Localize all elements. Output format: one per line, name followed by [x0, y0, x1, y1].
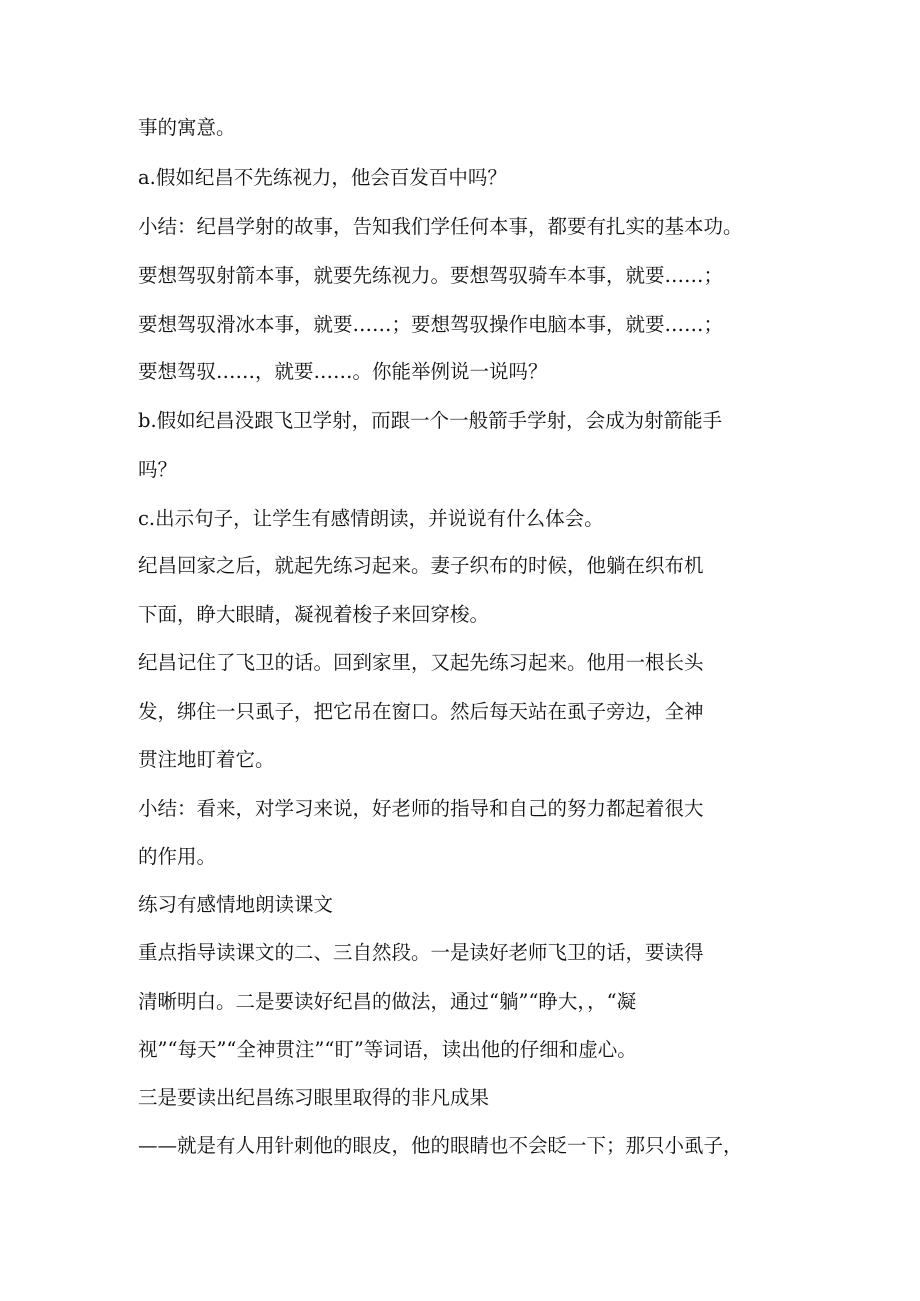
text-line: 下面，睁大眼睛，凝视着梭子来回穿梭。	[138, 603, 490, 626]
text-line: c.出示句子，让学生有感情朗读，并说说有什么体会。	[138, 507, 604, 530]
text-line: 重点指导读课文的二、三自然段。一是读好老师飞卫的话，要读得	[138, 941, 704, 964]
text-line: 事的寓意。	[138, 116, 236, 139]
text-line: 要想驾驭滑冰本事，就要……；要想驾驭操作电脑本事，就要……；	[138, 313, 724, 336]
text-line: b.假如纪昌没跟飞卫学射，而跟一个一般箭手学射，会成为射箭能手	[138, 409, 723, 432]
text-line: 要想驾驭……，就要……。你能举例说一说吗？	[138, 360, 548, 383]
text-line: 贯注地盯着它。	[138, 748, 275, 771]
text-line: a.假如纪昌不先练视力，他会百发百中吗？	[138, 166, 507, 189]
text-line: 要想驾驭射箭本事，就要先练视力。要想驾驭骑车本事，就要……；	[138, 264, 724, 287]
text-line: 纪昌回家之后，就起先练习起来。妻子织布的时候，他躺在织布机	[138, 554, 704, 577]
text-line: ——就是有人用针刺他的眼皮，他的眼睛也不会眨一下；那只小虱子，	[138, 1134, 743, 1157]
text-line: 清晰明白。二是要读好纪昌的做法，通过“躺”“睁大，，“凝	[138, 990, 637, 1013]
text-line: 三是要读出纪昌练习眼里取得的非凡成果	[138, 1086, 490, 1109]
text-line: 小结：看来，对学习来说，好老师的指导和自己的努力都起着很大	[138, 797, 704, 820]
text-line: 练习有感情地朗读课文	[138, 893, 334, 916]
text-line: 的作用。	[138, 845, 217, 868]
text-line: 小结：纪昌学射的故事，告知我们学任何本事，都要有扎实的基本功。	[138, 215, 743, 238]
text-line: 纪昌记住了飞卫的话。回到家里，又起先练习起来。他用一根长头	[138, 651, 704, 674]
text-line: 吗？	[138, 458, 178, 481]
text-line: 视”“每天”“全神贯注”“盯”等词语，读出他的仔细和虚心。	[138, 1038, 637, 1061]
text-line: 发，绑住一只虱子，把它吊在窗口。然后每天站在虱子旁边，全神	[138, 700, 704, 723]
